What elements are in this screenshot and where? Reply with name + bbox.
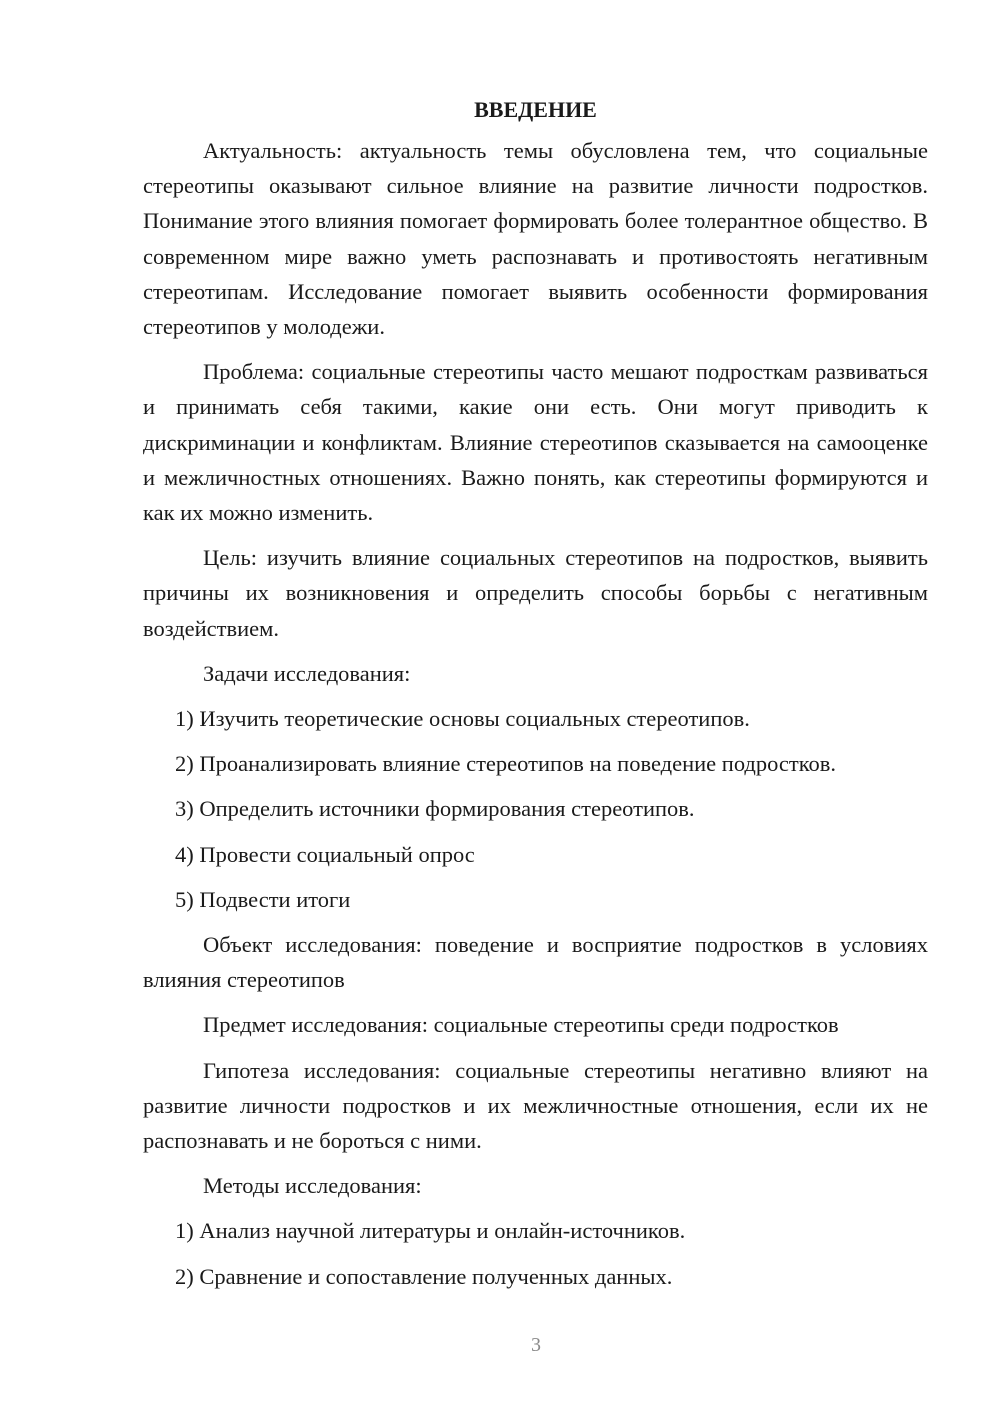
list-item: 1) Анализ научной литературы и онлайн-источников.	[175, 1218, 686, 1244]
list-item: 2) Сравнение и сопоставление полученных данных.	[175, 1263, 673, 1289]
methods-list	[143, 1213, 928, 1293]
methods-heading: Методы исследования:	[203, 1173, 422, 1199]
object-paragraph: Объект исследования: поведение и восприятие подростков в условиях влияния стереотипов	[143, 932, 928, 993]
hypothesis-paragraph: Гипотеза исследования: социальные стереотипы негативно влияют на развитие личности подростков и их межличностные отношения, если их не распознавать и не бороться с ними.	[143, 1057, 928, 1154]
tasks-list	[143, 701, 928, 917]
document-page	[143, 92, 928, 1304]
list-item: 5) Подвести итоги	[175, 886, 351, 912]
list-item: 4) Провести социальный опрос	[175, 841, 475, 867]
list-item: 2) Проанализировать влияние стереотипов на поведение подростков.	[175, 751, 837, 777]
subject-paragraph: Предмет исследования: социальные стереотипы среди подростков	[203, 1012, 839, 1038]
page-title: ВВЕДЕНИЕ	[474, 97, 597, 122]
problem-paragraph: Проблема: социальные стереотипы часто мешают подросткам развиваться и принимать себя такими, какие они есть. Они могут приводить к дискриминации и конфликтам. Влияние стереотипов сказывается на самооценке и межличностных отношениях. Важно понять, как стереотипы формируются и как их можно изменить.	[143, 359, 928, 526]
relevance-paragraph: Актуальность: актуальность темы обусловлена тем, что социальные стереотипы оказывают сильное влияние на развитие личности подростков. Понимание этого влияния помогает формировать более толерантное общество. В современном мире важно уметь распознавать и противостоять негативным стереотипам. Исследование помогает выявить особенности формирования стереотипов у молодежи.	[143, 138, 928, 340]
goal-paragraph: Цель: изучить влияние социальных стереотипов на подростков, выявить причины их возникновения и определить способы борьбы с негативным воздействием.	[143, 545, 928, 641]
list-item: 1) Изучить теоретические основы социальных стереотипов.	[175, 706, 750, 732]
page-number: 3	[531, 1334, 541, 1356]
tasks-heading: Задачи исследования:	[203, 660, 411, 686]
list-item: 3) Определить источники формирования стереотипов.	[175, 796, 695, 822]
